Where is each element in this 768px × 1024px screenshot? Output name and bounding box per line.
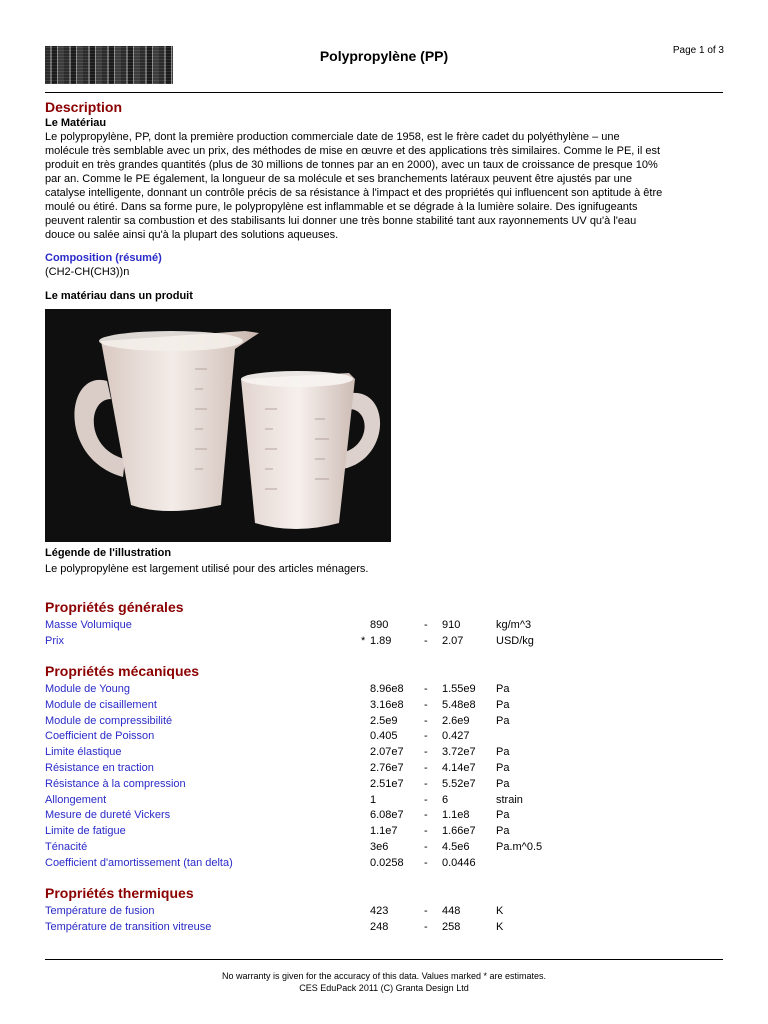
caption-text: Le polypropylène est largement utilisé pour des articles ménagers. [45, 563, 369, 575]
range-dash: - [424, 683, 428, 695]
mechanical-title: Propriétés mécaniques [45, 663, 200, 679]
table-row [45, 729, 725, 745]
material-text: Le polypropylène, PP, dont la première production commerciale date de 1958, est le frère cadet du polyéthylène – une molécule très semblable avec un prix, des méthodes de mise en œuvre et des applications très similaires. Comme le PE, il est produit en très grandes quantités (plus de 30 millions de tonnes par an en 2000), avec un taux de croissance de presque 10% par an. Comme le PE également, la longueur de sa molécule et ses branchements latéraux peuvent être ajustés par une catalyse intelligente, donnant un contrôle précis de sa résistance à l'impact et des propriétés qui influencent son aptitude à être moulé ou étiré. Dans sa forme pure, le polypropylène est inflammable et se dégrade à la lumière solaire. Des ignifugeants peuvent ralentir sa combustion et des stabilisants lui donner une très bonne stabilité tant aux rayonnements UV qu'à l'eau douce ou salée ainsi qu'à la plupart des solutions aqueuses. [45, 131, 663, 241]
high-value: 258 [442, 920, 461, 933]
range-dash: - [424, 856, 428, 869]
table-row [45, 618, 725, 634]
footer-copyright: CES EduPack 2011 (C) Granta Design Ltd [299, 983, 469, 993]
table-row [45, 904, 725, 920]
high-value: 3.72e7 [442, 746, 476, 759]
property-name[interactable]: Mesure de dureté Vickers [45, 809, 171, 822]
caption-heading: Légende de l'illustration [45, 547, 172, 559]
low-value: 8.96e8 [370, 683, 404, 695]
low-value: 3.16e8 [370, 698, 404, 711]
low-value: 423 [370, 905, 389, 917]
range-dash: - [424, 825, 428, 838]
unit: Pa [496, 777, 510, 790]
composition-text: (CH2-CH(CH3))n [45, 266, 130, 278]
high-value: 5.52e7 [442, 777, 476, 790]
low-value: 890 [370, 619, 389, 631]
high-value: 4.14e7 [442, 761, 476, 774]
high-value: 910 [442, 619, 461, 631]
mechanical-properties [45, 662, 725, 872]
range-dash: - [424, 809, 428, 822]
thermal-title: Propriétés thermiques [45, 885, 194, 901]
property-name[interactable]: Température de transition vitreuse [45, 920, 212, 933]
unit: Pa [496, 698, 510, 711]
high-value: 1.66e7 [442, 825, 476, 838]
high-value: 2.07 [442, 634, 464, 647]
general-title: Propriétés générales [45, 599, 184, 615]
range-dash: - [424, 761, 428, 774]
unit: K [496, 920, 504, 933]
table-row [45, 682, 725, 698]
unit: USD/kg [496, 634, 534, 647]
range-dash: - [424, 619, 428, 631]
product-photo [45, 309, 391, 542]
product-heading: Le matériau dans un produit [45, 290, 193, 302]
high-value: 0.427 [442, 730, 470, 743]
property-name[interactable]: Module de Young [45, 683, 131, 695]
property-name[interactable]: Coefficient de Poisson [45, 730, 155, 743]
table-row [45, 745, 725, 761]
table-row [45, 824, 725, 840]
property-name[interactable]: Allongement [45, 793, 107, 806]
range-dash: - [424, 746, 428, 759]
estimate-marker: * [361, 634, 366, 647]
unit: Pa [496, 761, 510, 774]
property-name[interactable]: Température de fusion [45, 905, 155, 917]
range-dash: - [424, 634, 428, 647]
low-value: 0.0258 [370, 856, 404, 869]
range-dash: - [424, 920, 428, 933]
range-dash: - [424, 905, 428, 917]
table-row [45, 808, 725, 824]
unit: strain [496, 793, 523, 806]
property-name[interactable]: Masse Volumique [45, 619, 132, 631]
low-value: 1 [370, 793, 377, 806]
description-title: Description [45, 99, 123, 115]
high-value: 2.6e9 [442, 714, 470, 727]
page-title: Polypropylène (PP) [319, 48, 449, 64]
measuring-jugs-image [45, 309, 391, 542]
unit: Pa [496, 714, 510, 727]
property-name[interactable]: Résistance en traction [45, 761, 154, 774]
low-value: 0.405 [370, 730, 398, 743]
table-row [45, 840, 725, 856]
unit: Pa [496, 746, 510, 759]
composition-heading[interactable]: Composition (résumé) [45, 252, 162, 264]
unit: Pa [496, 809, 510, 822]
table-row [45, 698, 725, 714]
unit: K [496, 905, 504, 917]
property-name[interactable]: Limite élastique [45, 746, 122, 759]
range-dash: - [424, 777, 428, 790]
property-name[interactable]: Résistance à la compression [45, 777, 186, 790]
high-value: 6 [442, 793, 449, 806]
high-value: 4.5e6 [442, 840, 470, 853]
high-value: 0.0446 [442, 856, 476, 869]
range-dash: - [424, 698, 428, 711]
high-value: 1.1e8 [442, 809, 470, 822]
low-value: 3e6 [370, 840, 389, 853]
low-value: 2.07e7 [370, 746, 404, 759]
table-row [45, 856, 725, 872]
table-row [45, 761, 725, 777]
range-dash: - [424, 714, 428, 727]
header-divider [45, 92, 723, 93]
table-row [45, 920, 725, 936]
footer-divider [45, 959, 723, 960]
range-dash: - [424, 730, 428, 743]
low-value: 1.89 [370, 634, 392, 647]
table-row [45, 634, 725, 650]
high-value: 5.48e8 [442, 698, 476, 711]
thermal-properties [45, 884, 725, 936]
property-name[interactable]: Ténacité [45, 840, 88, 853]
property-name[interactable]: Coefficient d'amortissement (tan delta) [45, 856, 233, 869]
high-value: 448 [442, 905, 461, 917]
page-number: Page 1 of 3 [672, 45, 724, 56]
low-value: 2.5e9 [370, 714, 398, 727]
property-name[interactable]: Limite de fatigue [45, 825, 126, 838]
property-name[interactable]: Module de compressibilité [45, 714, 173, 727]
unit: kg/m^3 [496, 619, 532, 631]
property-name[interactable]: Prix [45, 634, 64, 647]
low-value: 6.08e7 [370, 809, 404, 822]
unit: Pa.m^0.5 [496, 840, 543, 853]
table-row [45, 777, 725, 793]
property-name[interactable]: Module de cisaillement [45, 698, 157, 711]
range-dash: - [424, 840, 428, 853]
description-section [45, 98, 665, 303]
high-value: 1.55e9 [442, 683, 476, 695]
low-value: 2.76e7 [370, 761, 404, 774]
low-value: 248 [370, 920, 389, 933]
unit: Pa [496, 825, 510, 838]
table-row [45, 793, 725, 809]
low-value: 1.1e7 [370, 825, 398, 838]
unit: Pa [496, 683, 510, 695]
footer-disclaimer: No warranty is given for the accuracy of this data. Values marked * are estimates. [222, 971, 546, 981]
material-heading: Le Matériau [45, 117, 107, 129]
range-dash: - [424, 793, 428, 806]
footer [0, 970, 768, 994]
general-properties [45, 598, 725, 650]
low-value: 2.51e7 [370, 777, 404, 790]
table-row [45, 714, 725, 730]
